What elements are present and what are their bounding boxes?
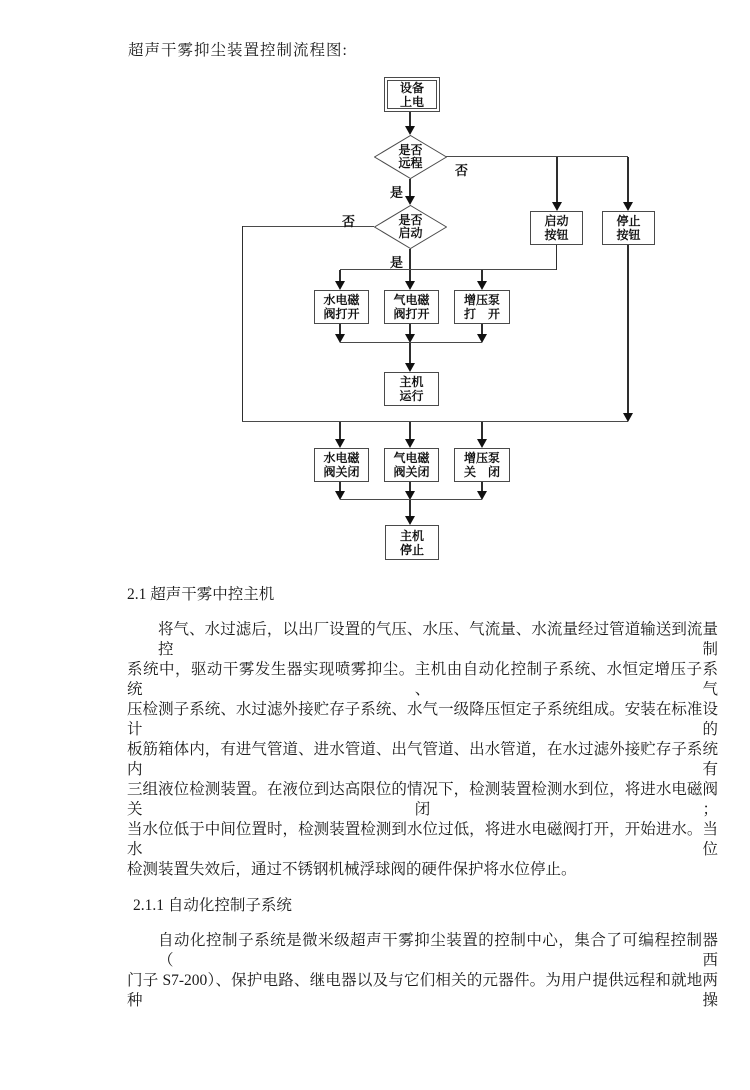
node-water-valve-open-label-line2: 阀打开 bbox=[323, 307, 360, 321]
flow-line-open-merge bbox=[340, 342, 482, 343]
node-water-valve-close-label-line2: 阀关闭 bbox=[323, 465, 360, 479]
decision-remote-label-line2: 远程 bbox=[398, 156, 423, 170]
node-power-on-label-line1: 设备 bbox=[399, 80, 424, 95]
flow-line-remote-to-start bbox=[409, 179, 411, 196]
label-no-remote: 否 bbox=[455, 163, 469, 178]
node-water-valve-open bbox=[314, 290, 369, 324]
node-stop-button bbox=[602, 211, 655, 245]
flow-line-pump-close-in bbox=[481, 422, 483, 439]
flow-line-gas-close-in bbox=[409, 422, 411, 439]
decision-start-label-line2: 启动 bbox=[398, 226, 423, 240]
flow-line-to-start-button bbox=[556, 157, 558, 202]
body-text-line: 板筋箱体内，有进气管道、进水管道、出气管道、出水管道，在水过滤外接贮存子系统内有 bbox=[127, 741, 718, 778]
arrowhead-host-run bbox=[405, 363, 415, 372]
node-host-running-label-line1: 主机 bbox=[399, 375, 424, 389]
node-host-stop-label-line1: 主机 bbox=[399, 528, 424, 543]
arrowhead-stop-bus bbox=[623, 413, 633, 422]
flow-line-stop-bus bbox=[242, 421, 628, 422]
section-heading-2-1: 2.1 超声干雾中控主机 bbox=[127, 586, 275, 603]
node-booster-pump-close-label-line1: 增压泵 bbox=[463, 451, 500, 465]
page-title: 超声干雾抑尘装置控制流程图: bbox=[128, 42, 348, 59]
flow-line-water-close-in bbox=[339, 422, 341, 439]
node-host-stop bbox=[385, 525, 439, 560]
node-water-valve-open-label-line1: 水电磁 bbox=[323, 293, 360, 307]
body-text-line: 自动化控制子系统是微米级超声干雾抑尘装置的控制中心，集合了可编程控制器（西 bbox=[158, 932, 718, 969]
flow-line-to-stop-button bbox=[627, 157, 629, 202]
node-booster-pump-open bbox=[454, 290, 510, 324]
arrowhead-start-decision bbox=[405, 196, 415, 205]
flow-line-stopbtn-down bbox=[627, 243, 629, 413]
arrowhead-water-close bbox=[335, 439, 345, 448]
flow-line-start-yes bbox=[409, 249, 411, 270]
decision-start-label-line1: 是否 bbox=[398, 213, 423, 227]
arrowhead-host-stop bbox=[405, 516, 415, 525]
node-gas-valve-open bbox=[384, 290, 439, 324]
node-host-running bbox=[384, 372, 439, 406]
node-host-running-label-line2: 运行 bbox=[399, 389, 424, 403]
flow-line-to-host-run bbox=[409, 343, 411, 363]
node-stop-button-label-line2: 按钮 bbox=[616, 228, 641, 242]
decision-start bbox=[374, 205, 447, 249]
label-no-start: 否 bbox=[342, 214, 356, 229]
body-text-line: 当水位低于中间位置时，检测装置检测到水位过低，将进水电磁阀打开，开始进水。当水位 bbox=[127, 821, 718, 858]
decision-remote-label-line1: 是否 bbox=[398, 143, 423, 157]
node-gas-valve-close-label-line2: 阀关闭 bbox=[393, 465, 430, 479]
arrowhead-remote-top bbox=[405, 126, 415, 135]
node-booster-pump-open-label-line1: 增压泵 bbox=[463, 293, 500, 307]
node-start-button bbox=[530, 211, 583, 245]
label-yes-remote: 是 bbox=[390, 185, 404, 200]
node-power-on-inner-border bbox=[387, 80, 437, 109]
flow-line-open-split bbox=[340, 269, 557, 270]
arrowhead-stop-button bbox=[623, 202, 633, 211]
node-water-valve-close bbox=[314, 448, 369, 482]
decision-remote bbox=[374, 135, 447, 179]
flow-line-no-start-down bbox=[242, 226, 243, 422]
flow-line-water-open-in bbox=[339, 270, 341, 281]
arrowhead-gas-close bbox=[405, 439, 415, 448]
node-stop-button-label-line1: 停止 bbox=[616, 214, 641, 228]
arrowhead-start-button bbox=[552, 202, 562, 211]
flow-line-pump-open-in bbox=[481, 270, 483, 281]
node-booster-pump-open-label-line2: 打 开 bbox=[463, 307, 500, 321]
flow-line-to-host-stop bbox=[409, 500, 411, 516]
flow-line-close-merge bbox=[340, 499, 482, 500]
body-text-line: 系统中，驱动干雾发生器实现喷雾抑尘。主机由自动化控制子系统、水恒定增压子系统、气 bbox=[127, 661, 718, 698]
label-yes-start: 是 bbox=[390, 255, 404, 270]
node-start-button-label-line1: 启动 bbox=[544, 214, 569, 228]
arrowhead-pump-open bbox=[477, 281, 487, 290]
arrowhead-water-open bbox=[335, 281, 345, 290]
arrowhead-pump-close bbox=[477, 439, 487, 448]
node-gas-valve-close bbox=[384, 448, 439, 482]
node-booster-pump-close bbox=[454, 448, 510, 482]
node-water-valve-close-label-line1: 水电磁 bbox=[323, 451, 360, 465]
body-text-line: 检测装置失效后，通过不锈钢机械浮球阀的硬件保护将水位停止。 bbox=[127, 861, 577, 878]
arrowhead-gas-open bbox=[405, 281, 415, 290]
body-text-line: 门子 S7-200）、保护电路、继电器以及与它们相关的元器件。为用户提供远程和就地两种操 bbox=[127, 972, 718, 1009]
node-power-on-label-line2: 上电 bbox=[399, 94, 424, 109]
flow-line-no-branch bbox=[446, 156, 628, 157]
node-power-on bbox=[384, 77, 440, 112]
flow-line-startbtn-down bbox=[556, 243, 557, 270]
body-text-line: 压检测子系统、水过滤外接贮存子系统、水气一级降压恒定子系统组成。安装在标准设计的 bbox=[127, 701, 718, 738]
flow-line-gas-open-in bbox=[409, 270, 411, 281]
section-heading-2-1-1: 2.1.1 自动化控制子系统 bbox=[133, 897, 292, 914]
body-text-line: 三组液位检测装置。在液位到达高限位的情况下，检测装置检测水到位，将进水电磁阀关闭； bbox=[127, 781, 718, 818]
node-gas-valve-close-label-line1: 气电磁 bbox=[393, 451, 430, 465]
node-gas-valve-open-label-line1: 气电磁 bbox=[393, 293, 430, 307]
node-booster-pump-close-label-line2: 关 闭 bbox=[463, 465, 500, 479]
body-text-line: 将气、水过滤后，以出厂设置的气压、水压、气流量、水流量经过管道输送到流量控制 bbox=[158, 621, 718, 658]
node-start-button-label-line2: 按钮 bbox=[544, 228, 569, 242]
node-gas-valve-open-label-line2: 阀打开 bbox=[393, 307, 430, 321]
node-host-stop-label-line2: 停止 bbox=[399, 542, 424, 557]
